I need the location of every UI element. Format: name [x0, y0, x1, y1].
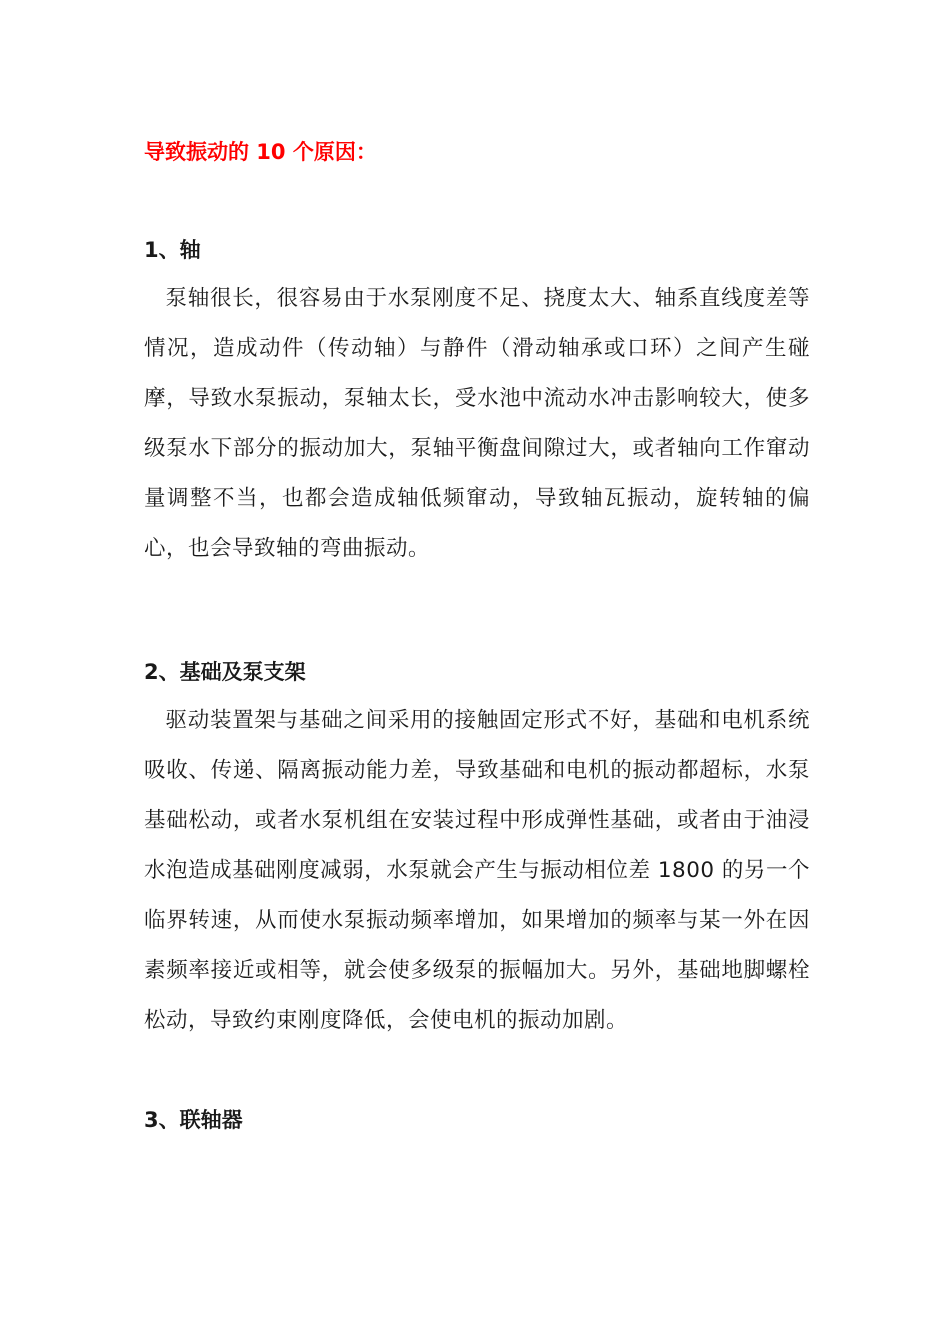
document-title: 导致振动的 10 个原因： [144, 140, 377, 164]
section-heading-coupling: 3、联轴器 [144, 1108, 243, 1132]
section-body-foundation: 驱动装置架与基础之间采用的接触固定形式不好，基础和电机系统吸收、传递、隔离振动能力差，导致基础和电机的振动都超标，水泵基础松动，或者水泵机组在安装过程中形成弹性基础，或者由于油浸水泡造成基础刚度减弱，水泵就会产生与振动相位差 1800 的另一个临界转速，从而使水泵振动频率增加，如果增加的频率与某一外在因素频率接近或相等，就会使多级泵的振幅加大。另外，基础地脚螺栓松动，导致约束刚度降低，会使电机的振动加剧。 [144, 708, 810, 1033]
section-heading-foundation: 2、基础及泵支架 [144, 660, 306, 684]
section-body-shaft: 泵轴很长，很容易由于水泵刚度不足、挠度太大、轴系直线度差等情况，造成动件（传动轴）与静件（滑动轴承或口环）之间产生碰摩，导致水泵振动，泵轴太长，受水池中流动水冲击影响较大，使多级泵水下部分的振动加大，泵轴平衡盘间隙过大，或者轴向工作窜动量调整不当，也都会造成轴低频窜动，导致轴瓦振动，旋转轴的偏心，也会导致轴的弯曲振动。 [144, 286, 810, 561]
section-heading-shaft: 1、轴 [144, 238, 201, 262]
